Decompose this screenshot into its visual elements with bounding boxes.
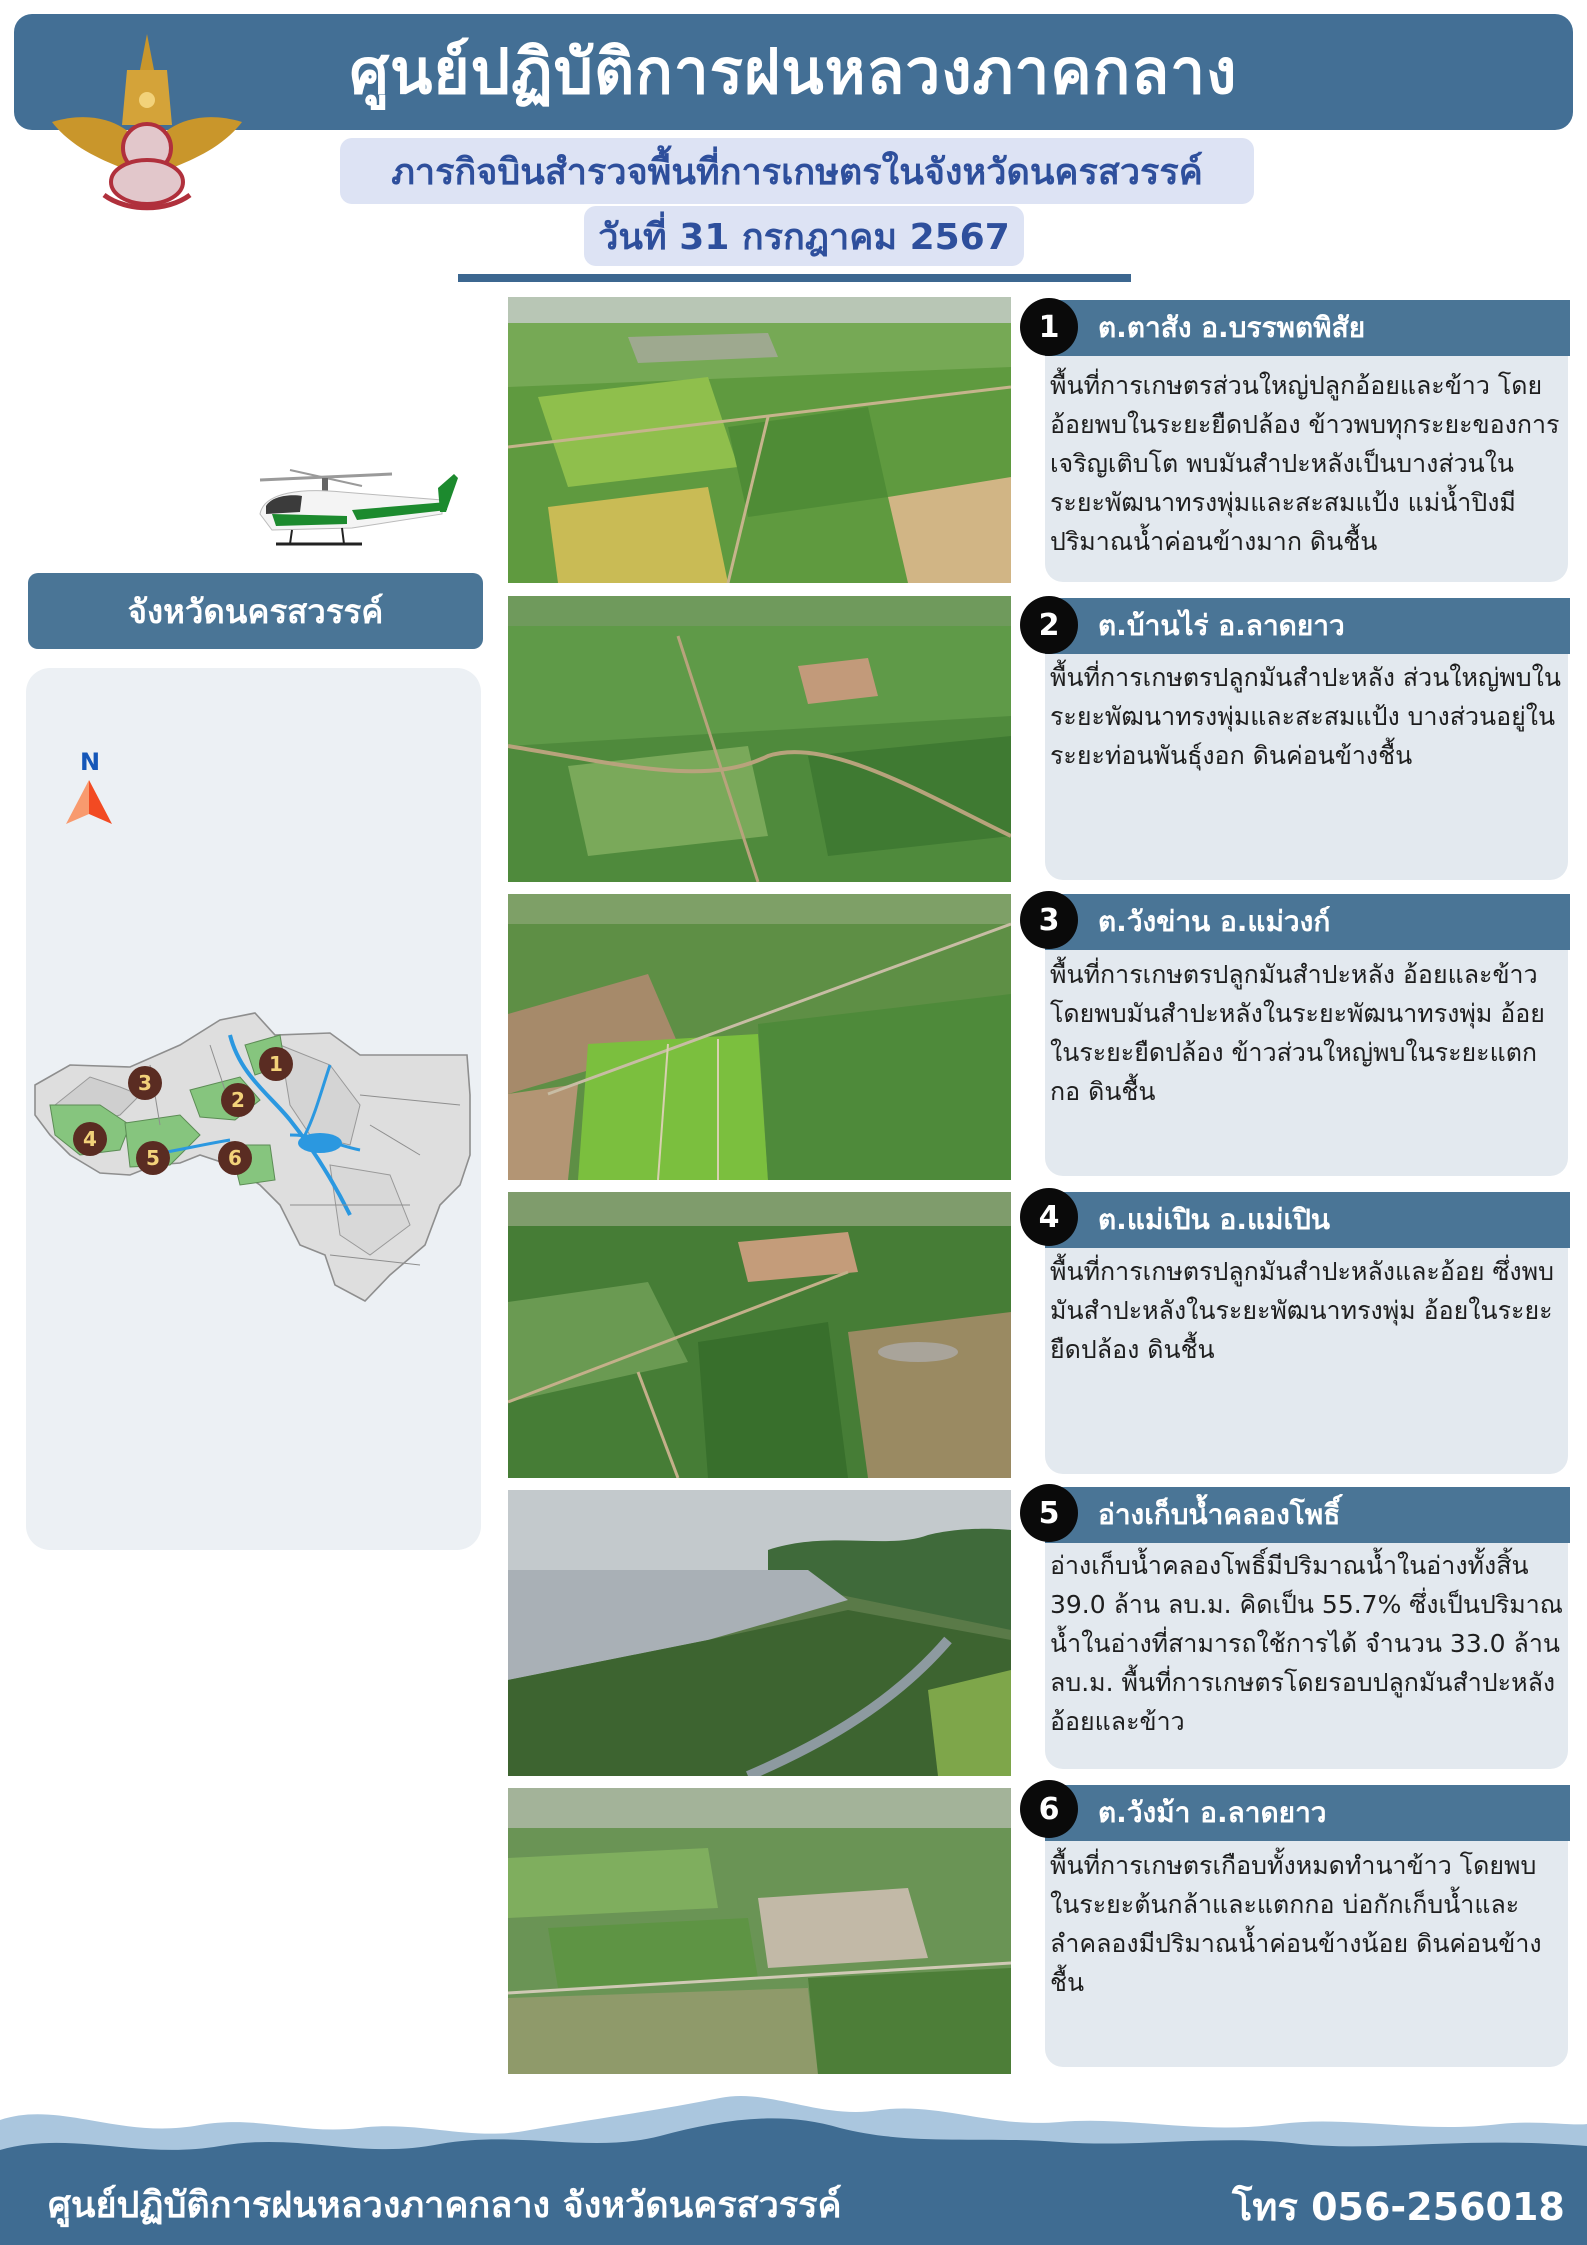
royal-emblem-logo bbox=[42, 30, 252, 212]
map-marker-3: 3 bbox=[128, 1066, 162, 1100]
aerial-photo-2 bbox=[508, 596, 1011, 882]
survey-title-3: ต.วังข่าน อ.แม่วงก์ bbox=[1098, 905, 1331, 938]
survey-text-1: พื้นที่การเกษตรส่วนใหญ่ปลูกอ้อยและข้าว โดยอ้อยพบในระยะยืดปล้อง ข้าวพบทุกระยะของการเจริญเติบโต พบมันสำปะหลังเป็นบางส่วนในระยะพัฒนาทรงพุ่มและสะสมแป้ง แม่น้ำปิงมีปริมาณน้ำค่อนข้างมาก ดินชื้น bbox=[1050, 371, 1560, 556]
aerial-photo-5 bbox=[508, 1490, 1011, 1776]
survey-text-3: พื้นที่การเกษตรปลูกมันสำปะหลัง อ้อยและข้าว โดยพบมันสำปะหลังในระยะพัฒนาทรงพุ่ม อ้อยในระยะยืดปล้อง ข้าวส่วนใหญ่พบในระยะแตกกอ ดินชื้น bbox=[1050, 960, 1545, 1106]
map-marker-6: 6 bbox=[218, 1141, 252, 1175]
map-marker-5: 5 bbox=[136, 1141, 170, 1175]
aerial-photo-3 bbox=[508, 894, 1011, 1180]
aerial-photo-1 bbox=[508, 297, 1011, 583]
survey-number-5: 5 bbox=[1020, 1484, 1078, 1542]
map-marker-1: 1 bbox=[259, 1047, 293, 1081]
survey-title-4: ต.แม่เปิน อ.แม่เปิน bbox=[1098, 1203, 1330, 1236]
survey-number-6: 6 bbox=[1020, 1780, 1078, 1838]
survey-number-1: 1 bbox=[1020, 298, 1078, 356]
survey-number-2: 2 bbox=[1020, 596, 1078, 654]
survey-number-4: 4 bbox=[1020, 1188, 1078, 1246]
aerial-photo-4 bbox=[508, 1192, 1011, 1478]
map-marker-2: 2 bbox=[221, 1083, 255, 1117]
survey-title-1: ต.ตาสัง อ.บรรพตพิสัย bbox=[1098, 311, 1366, 344]
survey-number-3: 3 bbox=[1020, 891, 1078, 949]
survey-text-4: พื้นที่การเกษตรปลูกมันสำปะหลังและอ้อย ซึ่งพบมันสำปะหลังในระยะพัฒนาทรงพุ่ม อ้อยในระยะยืดปล้อง ดินชื้น bbox=[1050, 1257, 1554, 1364]
header-divider bbox=[458, 274, 1131, 282]
aerial-photo-6 bbox=[508, 1788, 1011, 2074]
survey-text-6: พื้นที่การเกษตรเกือบทั้งหมดทำนาข้าว โดยพบในระยะต้นกล้าและแตกกอ บ่อกักเก็บน้ำและลำคลองมีปริมาณน้ำค่อนข้างน้อย ดินค่อนข้างชื้น bbox=[1050, 1851, 1542, 1997]
survey-title-6: ต.วังม้า อ.ลาดยาว bbox=[1098, 1796, 1327, 1829]
province-map bbox=[30, 1005, 480, 1305]
province-label: จังหวัดนครสวรรค์ bbox=[28, 573, 483, 649]
helicopter-icon bbox=[242, 462, 474, 562]
survey-title-5: อ่างเก็บน้ำคลองโพธิ์ bbox=[1098, 1498, 1341, 1531]
survey-title-2: ต.บ้านไร่ อ.ลาดยาว bbox=[1098, 609, 1345, 642]
compass-north-label: N bbox=[79, 748, 101, 776]
map-marker-4: 4 bbox=[73, 1122, 107, 1156]
compass-arrow-icon bbox=[64, 778, 114, 828]
survey-text-2: พื้นที่การเกษตรปลูกมันสำปะหลัง ส่วนใหญ่พบในระยะพัฒนาทรงพุ่มและสะสมแป้ง บางส่วนอยู่ในระยะท่อนพันธุ์งอก ดินค่อนข้างชื้น bbox=[1050, 663, 1561, 770]
page-title: ศูนย์ปฏิบัติการฝนหลวงภาคกลาง bbox=[349, 35, 1238, 108]
mission-date: วันที่ 31 กรกฎาคม 2567 bbox=[584, 206, 1024, 266]
mission-subtitle: ภารกิจบินสำรวจพื้นที่การเกษตรในจังหวัดนครสวรรค์ bbox=[340, 138, 1254, 204]
footer-phone[interactable]: โทร 056-256018 bbox=[1232, 2185, 1565, 2229]
footer-organization: ศูนย์ปฏิบัติการฝนหลวงภาคกลาง จังหวัดนครสวรรค์ bbox=[48, 2185, 842, 2226]
survey-text-5: อ่างเก็บน้ำคลองโพธิ์มีปริมาณน้ำในอ่างทั้งสิ้น 39.0 ล้าน ลบ.ม. คิดเป็น 55.7% ซึ่งเป็นปริมาณน้ำในอ่างที่สามารถใช้การได้ จำนวน 33.0 ล้าน ลบ.ม. พื้นที่การเกษตรโดยรอบปลูกมันสำปะหลัง อ้อยและข้าว bbox=[1050, 1551, 1563, 1736]
